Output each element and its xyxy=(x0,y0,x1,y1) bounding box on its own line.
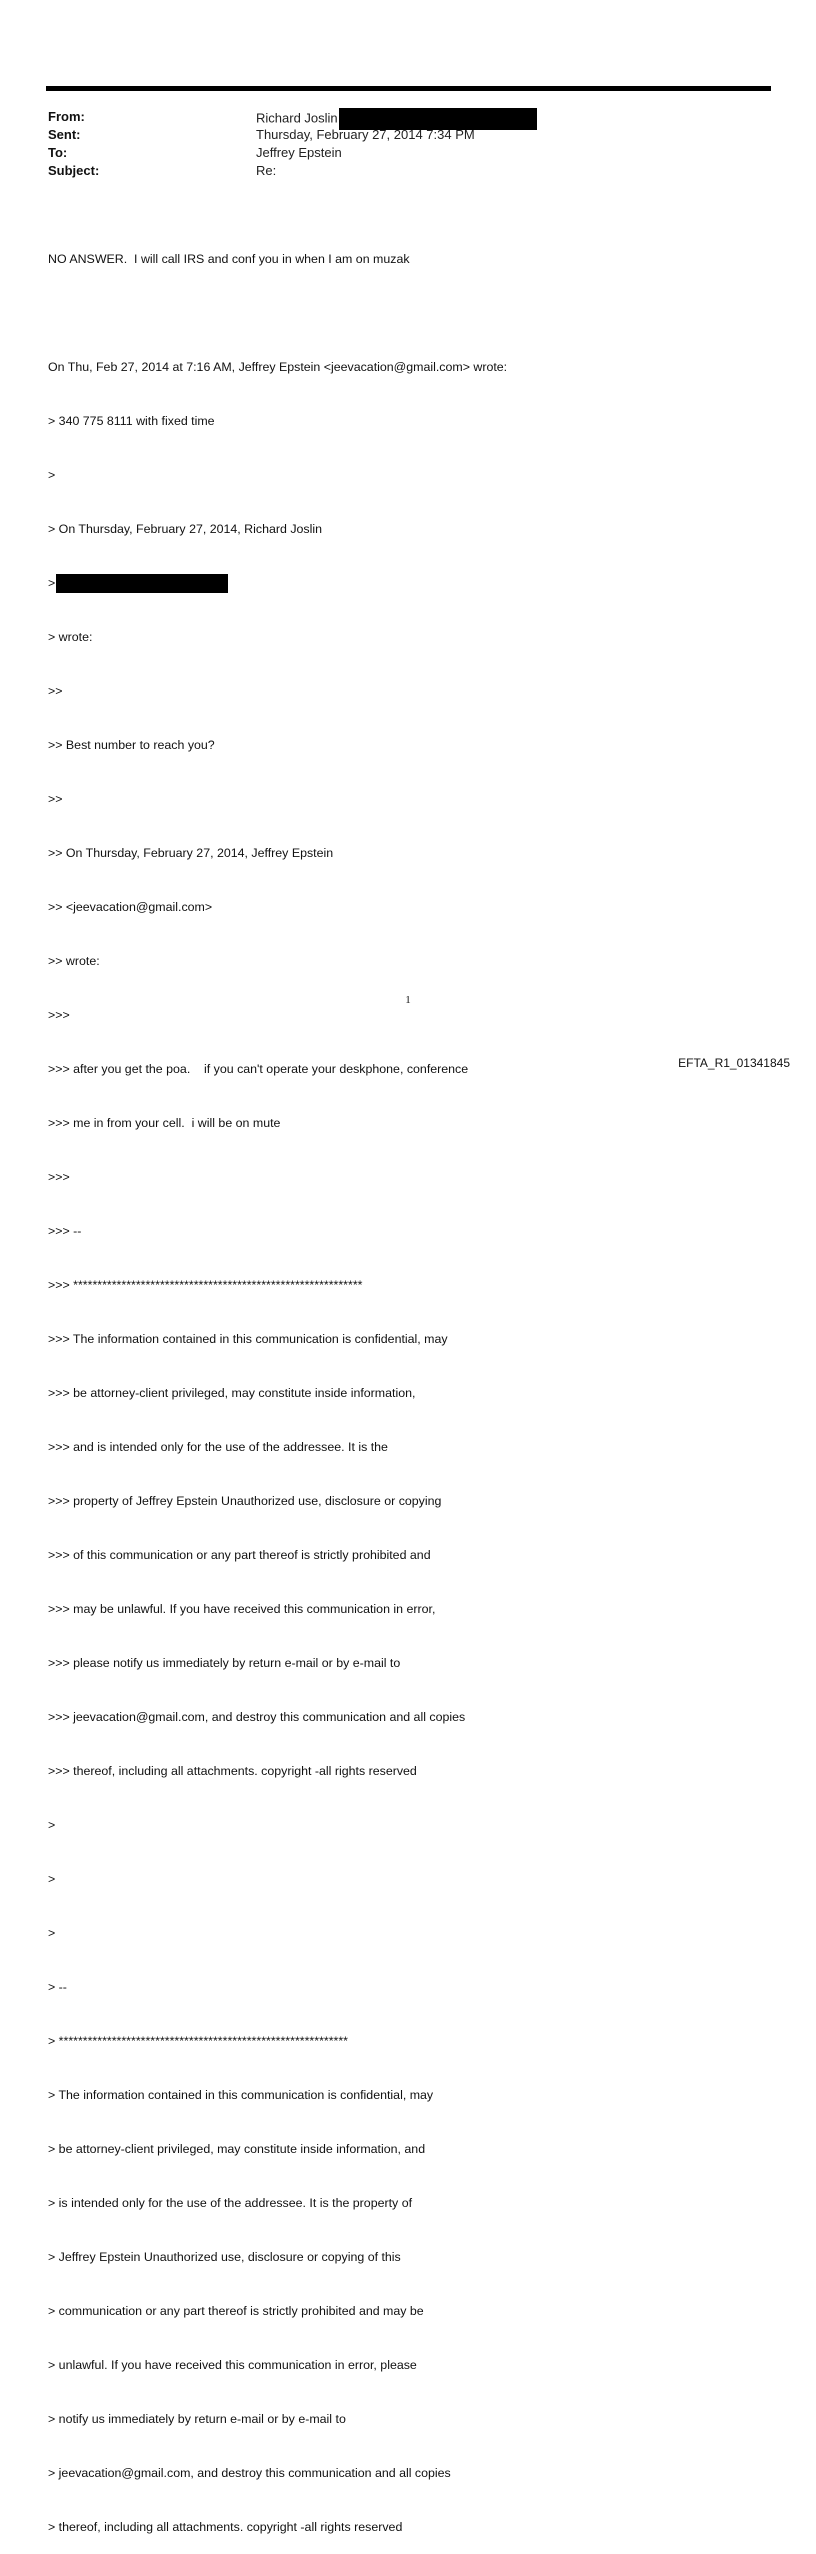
from-name: Richard Joslin xyxy=(256,110,338,126)
from-row xyxy=(48,108,537,126)
quote-line: > notify us immediately by return e-mail or by e-mail to xyxy=(48,2412,346,2426)
quote-line-redacted xyxy=(48,574,507,592)
quote-line: > xyxy=(48,1926,56,1940)
quote-line: > unlawful. If you have received this communication in error, please xyxy=(48,2358,417,2372)
sent-row xyxy=(48,126,537,144)
quote-line: >>> me in from your cell. i will be on mute xyxy=(48,1116,281,1130)
quote-line: >> wrote: xyxy=(48,954,100,968)
quote-line: >> xyxy=(48,792,63,806)
quote-line: On Thu, Feb 27, 2014 at 7:16 AM, Jeffrey Epstein <jeevacation@gmail.com> wrote: xyxy=(48,360,508,374)
sent-value: Thursday, February 27, 2014 7:34 PM xyxy=(256,127,475,142)
quote-line: > jeevacation@gmail.com, and destroy this communication and all copies xyxy=(48,2466,451,2480)
quote-line: >> Best number to reach you? xyxy=(48,738,215,752)
quote-line: >>> may be unlawful. If you have received this communication in error, xyxy=(48,1602,436,1616)
document-id: EFTA_R1_01341845 xyxy=(678,1056,790,1070)
email-header xyxy=(48,108,537,180)
quote-line: > be attorney-client privileged, may constitute inside information, and xyxy=(48,2142,426,2156)
quote-line: > is intended only for the use of the addressee. It is the property of xyxy=(48,2196,413,2210)
quote-line: >>> property of Jeffrey Epstein Unauthorized use, disclosure or copying xyxy=(48,1494,442,1508)
header-rule xyxy=(46,86,771,91)
quote-line: >>> after you get the poa. if you can't operate your deskphone, conference xyxy=(48,1062,469,1076)
quote-line: > -- xyxy=(48,1980,67,1994)
quote-line: >>> be attorney-client privileged, may constitute inside information, xyxy=(48,1386,416,1400)
quote-line: >>> xyxy=(48,1008,70,1022)
quote-line: >>> thereof, including all attachments. copyright -all rights reserved xyxy=(48,1764,417,1778)
from-value xyxy=(256,108,537,126)
from-label: From: xyxy=(48,109,85,124)
subject-value: Re: xyxy=(256,163,277,178)
quote-line: > xyxy=(48,1872,56,1886)
quote-line: > communication or any part thereof is strictly prohibited and may be xyxy=(48,2304,424,2318)
to-value: Jeffrey Epstein xyxy=(256,145,342,160)
quote-line: > wrote: xyxy=(48,630,93,644)
quote-line: >>> please notify us immediately by return e-mail or by e-mail to xyxy=(48,1656,401,1670)
quote-marker: > xyxy=(48,576,56,590)
quote-line: >>> and is intended only for the use of the addressee. It is the xyxy=(48,1440,388,1454)
quote-line: >>> ************************************************************ xyxy=(48,1278,363,1292)
quote-line: > xyxy=(48,468,56,482)
sent-label: Sent: xyxy=(48,127,81,142)
quote-line: > The information contained in this communication is confidential, may xyxy=(48,2088,434,2102)
email-body xyxy=(48,214,507,2554)
to-row xyxy=(48,144,537,162)
subject-label: Subject: xyxy=(48,163,100,178)
quote-line: > thereof, including all attachments. copyright -all rights reserved xyxy=(48,2520,403,2534)
quote-line: >>> -- xyxy=(48,1224,82,1238)
quote-line: >>> The information contained in this communication is confidential, may xyxy=(48,1332,448,1346)
page-number: 1 xyxy=(405,994,411,1006)
quote-line: >>> xyxy=(48,1170,70,1184)
redaction-box xyxy=(56,574,228,593)
quote-line: > ************************************************************ xyxy=(48,2034,348,2048)
quote-line: > Jeffrey Epstein Unauthorized use, disclosure or copying of this xyxy=(48,2250,401,2264)
subject-row xyxy=(48,162,537,180)
quote-line: >> xyxy=(48,684,63,698)
quote-line: > 340 775 8111 with fixed time xyxy=(48,414,215,428)
quote-line: > xyxy=(48,1818,56,1832)
quote-line: >>> jeevacation@gmail.com, and destroy this communication and all copies xyxy=(48,1710,466,1724)
quote-line: >> On Thursday, February 27, 2014, Jeffrey Epstein xyxy=(48,846,334,860)
quote-line: >>> of this communication or any part thereof is strictly prohibited and xyxy=(48,1548,431,1562)
blank-line xyxy=(48,304,507,322)
to-label: To: xyxy=(48,145,68,160)
reply-text: NO ANSWER. I will call IRS and conf you in when I am on muzak xyxy=(48,252,410,266)
quote-line: > On Thursday, February 27, 2014, Richard Joslin xyxy=(48,522,322,536)
quote-line: >> <jeevacation@gmail.com> xyxy=(48,900,213,914)
